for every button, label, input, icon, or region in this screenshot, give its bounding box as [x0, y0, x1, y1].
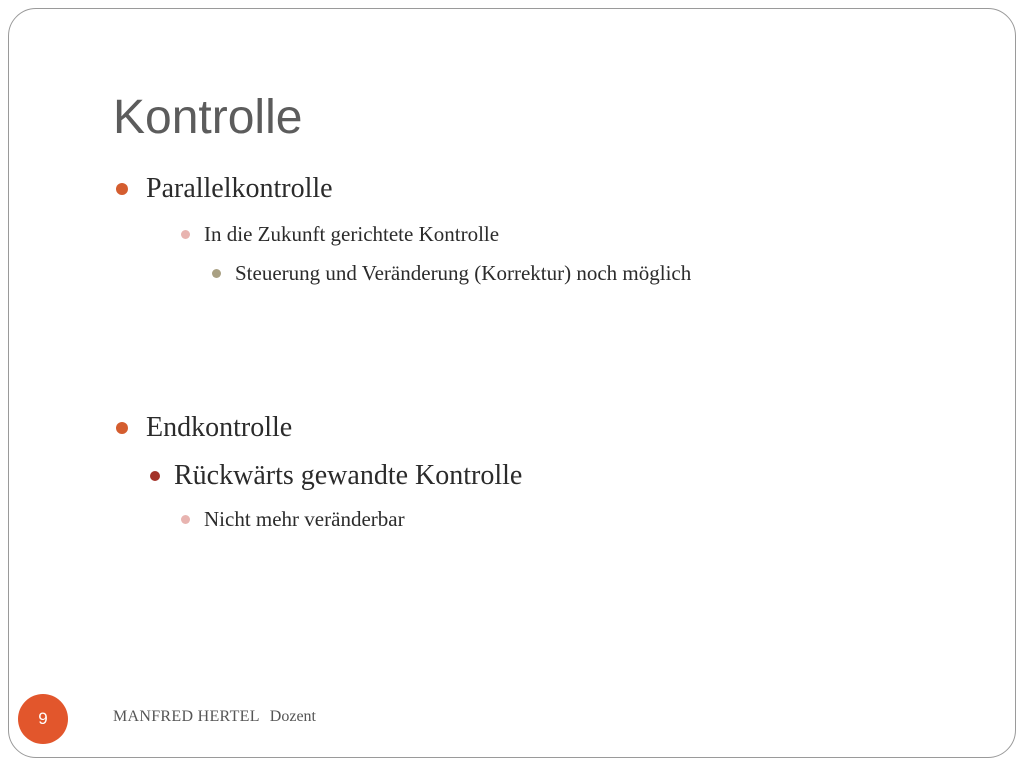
bullet-text: Endkontrolle [146, 412, 293, 443]
bullet-parallelkontrolle [116, 171, 333, 207]
bullet-dot-icon [181, 515, 190, 524]
bullet-dot-icon [116, 183, 128, 195]
bullet-text: Parallelkontrolle [146, 173, 333, 204]
slide-title: Kontrolle [113, 91, 303, 144]
bullet-text: Steuerung und Veränderung (Korrektur) noch möglich [235, 261, 692, 285]
footer-role: Dozent [269, 708, 316, 725]
bullet-dot-icon [212, 269, 221, 278]
subbullet-zukunft-kontrolle [181, 220, 499, 248]
footer [113, 707, 316, 727]
bullet-text: Nicht mehr veränderbar [204, 507, 405, 531]
bullet-endkontrolle [116, 410, 292, 446]
page-number-badge: 9 [18, 694, 68, 744]
subbullet-rueckwaerts-kontrolle [150, 458, 522, 494]
bullet-dot-icon [150, 471, 160, 481]
subsubbullet-steuerung [212, 259, 691, 287]
bullet-text: Rückwärts gewandte Kontrolle [174, 460, 523, 491]
bullet-text: In die Zukunft gerichtete Kontrolle [204, 222, 500, 246]
footer-author: MANFRED HERTEL [113, 708, 260, 725]
subsubbullet-nicht-veraenderbar [181, 505, 405, 533]
bullet-dot-icon [181, 230, 190, 239]
bullet-dot-icon [116, 422, 128, 434]
